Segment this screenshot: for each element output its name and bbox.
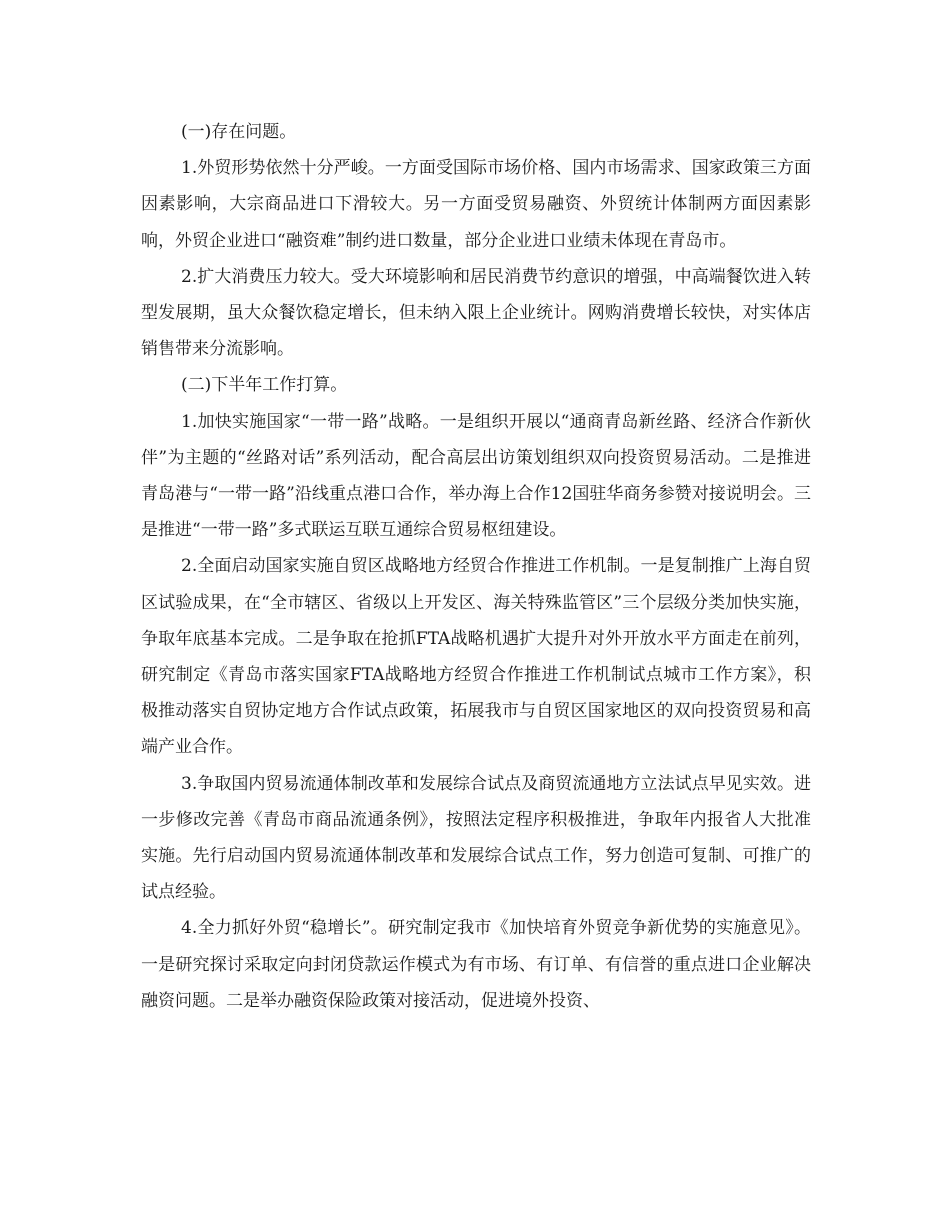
paragraph-foreign-trade-growth: 4.全力抓好外贸“稳增长”。研究制定我市《加快培育外贸竞争新优势的实施意见》。一是研究探讨采取定向封闭贷款运作模式为有市场、有订单、有信誉的重点进口企业解决融资问题。二是举办融资保险政策对接活动，促进境外投资、: [141, 918, 811, 1011]
section-heading-plans: (二)下半年工作打算。: [181, 375, 348, 396]
section-heading-problems: (一)存在问题。: [181, 122, 297, 142]
paragraph-trade-situation: 1.外贸形势依然十分严峻。一方面受国际市场价格、国内市场需求、国家政策三方面因素影响，大宗商品进口下滑较大。另一方面受贸易融资、外贸统计体制两方面因素影响，外贸企业进口“融资难”制约进口数量，部分企业进口业绩未体现在青岛市。: [141, 158, 811, 251]
document-body: [141, 114, 811, 1019]
paragraph-belt-and-road: 1.加快实施国家“一带一路”战略。一是组织开展以“通商青岛新丝路、经济合作新伙伴”为主题的“丝路对话”系列活动，配合高层出访策划组织双向投资贸易活动。二是推进青岛港与“一带一路”沿线重点港口合作，举办海上合作12国驻华商务参赞对接说明会。三是推进“一带一路”多式联运互联互通综合贸易枢纽建设。: [141, 411, 811, 541]
paragraph-consumption-pressure: 2.扩大消费压力较大。受大环境影响和居民消费节约意识的增强，中高端餐饮进入转型发展期，虽大众餐饮稳定增长，但未纳入限上企业统计。网购消费增长较快，对实体店销售带来分流影响。: [141, 266, 811, 360]
paragraph-free-trade-zone: 2.全面启动国家实施自贸区战略地方经贸合作推进工作机制。一是复制推广上海自贸区试验成果，在“全市辖区、省级以上开发区、海关特殊监管区”三个层级分类加快实施，争取年底基本完成。二是争取在抢抓FTA战略机遇扩大提升对外开放水平方面走在前列，研究制定《青岛市落实国家FTA战略地方经贸合作推进工作机制试点城市工作方案》，积极推动落实自贸协定地方合作试点政策，拓展我市与自贸区国家地区的双向投资贸易和高端产业合作。: [141, 556, 811, 758]
paragraph-domestic-trade-reform: 3.争取国内贸易流通体制改革和发展综合试点及商贸流通地方立法试点早见实效。进一步修改完善《青岛市商品流通条例》，按照法定程序积极推进，争取年内报省人大批准实施。先行启动国内贸易流通体制改革和发展综合试点工作，努力创造可复制、可推广的试点经验。: [141, 773, 811, 903]
